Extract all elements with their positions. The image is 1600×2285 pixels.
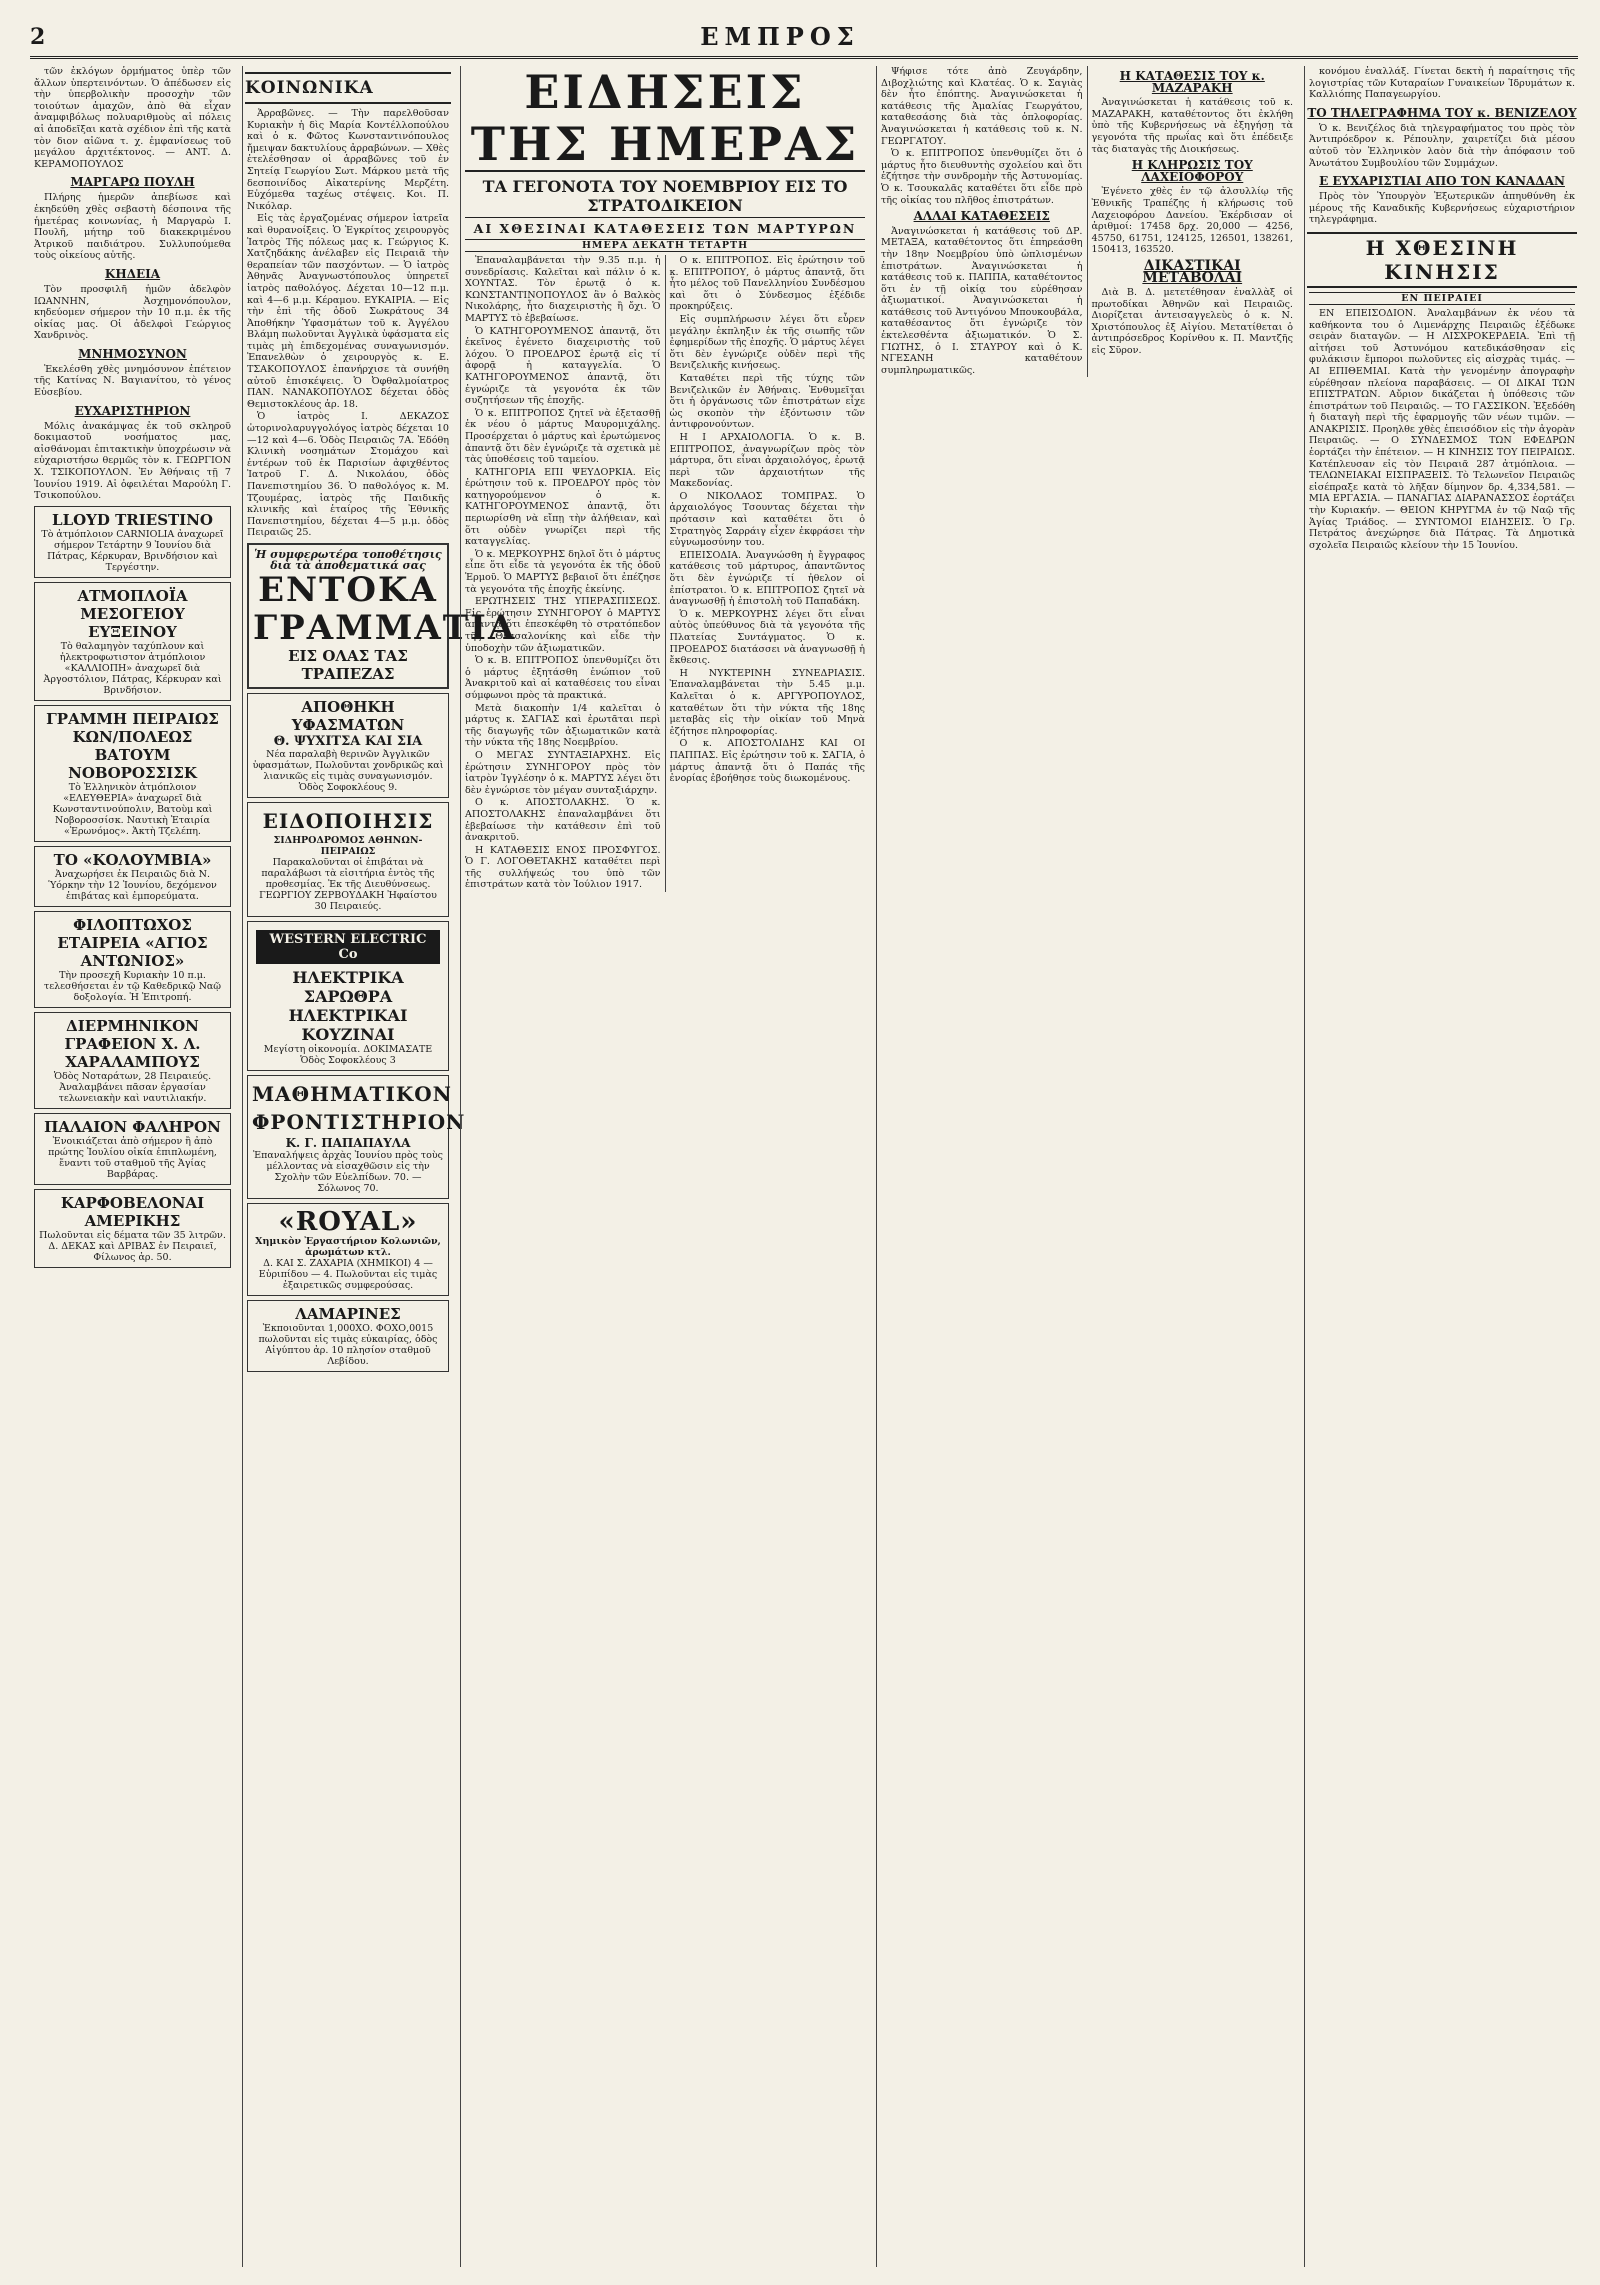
ad-title: ΛΑΜΑΡΙΝΕΣ [295,1304,401,1323]
entoka-title: ΕΝΤΟΚΑ ΓΡΑΜΜΑΤΙΑ [253,569,517,648]
lottery-text: Ἐγένετο χθὲς ἐν τῷ ἀλσυλλίῳ τῆς Ἐθνικῆς Τραπέζης ἡ κλήρωσις τοῦ Λαχειοφόρου Δανείου. Ἐκέρδισαν οἱ ἀριθμοί: 17458 δρχ. 20,000 — 4256, 45750, 61751, 124125, 126501, 138261, 150413, 163520. [1091,186,1293,256]
social-text: Εἰς τὰς ἐργαζομένας σήμερον ἰατρεῖα καὶ θυρανοίξεις. Ὁ Ἐγκρίτος χειρουργὸς Ἰατρὸς Τῆς πόλεως μας κ. Γεώργιος Κ. Χατζηδάκης ἀνέλαβεν εἰς Πειραιᾶ τὴν θεραπείαν τῶν πασχόντων. — Ὁ ἰατρὸς Ἀθηνᾶς Ἀναγνωστόπουλος ὑπηρετεῖ ἰατρὸς παθολόγος. Δέχεται 10—12 π.μ. καὶ 4—6 μ.μ. Κέραμου. ΕΥΚΑΙΡΙΑ. — Εἰς τὴν ἐπὶ τῆς ὁδοῦ Σωκράτους 34 Ἀποθήκην Ὑφασμάτων τοῦ κ. Ἀγγέλου Βλάμη πωλοῦνται Ἀγγλικὰ ὑφάσματα εἰς τιμὰς μὴ ἐπιδεχομένας συναγωνισμόν. Ἐπανελθὼν ὁ χειρουργὸς κ. Ε. ΤΣΑΚΟΠΟΥΛΟΣ ἐπανήρχισε τὰ συνήθη αὐτοῦ ἐπισκέψεις. Ὁ Ὀφθαλμοίατρος ΠΑΝ. ΝΑΝΑΚΟΠΟΥΛΟΣ δέχεται ὁδὸς Θεμιστοκλέους ἀρ. 18. [247,213,449,410]
news-paragraph: Η ΚΑΤΑΘΕΣΙΣ ΕΝΟΣ ΠΡΟΣΦΥΓΟΣ. Ὁ Γ. ΛΟΓΟΘΕΤΑΚΗΣ καταθέτει περὶ τῆς συλλήψεώς του ὑπὸ τῶν ἐπιστράτων κατὰ τὸν Ἰούλιον 1917. [465,844,661,891]
ad-royal [247,1203,449,1296]
ad-grammi [34,705,231,842]
news-paragraph: Ἐπαναλαμβάνεται τὴν 9.35 π.μ. ἡ συνεδρίασις. Καλεῖται καὶ πάλιν ὁ κ. ΧΟΥΝΤΑΣ. Τὸν ἐρωτᾷ ὁ κ. ΚΩΝΣΤΑΝΤΙΝΟΠΟΥΛΟΣ ἂν ὁ Βαλκὸς Νικολάρης, ἦτο διαχειριστὴς ἢ ὄχι. Ὁ ΜΑΡΤΥΣ τὸ ἐβεβαίωσε. [465,255,661,324]
ad-title: LLOYD TRIESTINO [52,510,213,529]
article-continuation [30,66,235,170]
ad-text: Τὸ ἀτμόπλοιον CARNIOLIA ἀναχωρεῖ σήμερον Τετάρτην 9 Ἰουνίου διὰ Πάτρας, Κέρκυραν, Βρινδήσιον καὶ Τεργέστην. [41,528,224,573]
news-title: ΕΙΔΗΣΕΙΣ ΤΗΣ ΗΜΕΡΑΣ [465,66,865,172]
news-paragraph: Καταθέτει περὶ τῆς τύχης τῶν Βενιζελικῶν ἐν Ἀθήναις. Ἐνθυμεῖται ὅτι ἡ ὀργάνωσις τῶν ἐπιστράτων εἶχε ὡς σκοπὸν τὴν ἐξόντωσιν τῶν ἀντιφρονούντων. [669,372,865,431]
news-columns [461,255,869,892]
ad-lloyd [34,506,231,578]
news-paragraph: Ὁ κ. Β. ΕΠΙΤΡΟΠΟΣ ὑπενθυμίζει ὅτι ὁ μάρτυς ἐξητάσθη ἐνώπιον τοῦ Ἀνακριτοῦ καὶ αἱ καταθέσεις του εἶναι σύμφωνοι πρὸς τὰ πρακτικά. [465,655,661,701]
ad-text: Ἐνοικιάζεται ἀπὸ σήμερον ἢ ἀπὸ πρώτης Ἰουλίου οἰκία ἐπιπλωμένη, ἔναντι τοῦ σταθμοῦ τῆς Ἀγίας Βαρβάρας. [48,1135,217,1180]
news-paragraph: Ο κ. ΕΠΙΤΡΟΠΟΣ. Εἰς ἐρώτησιν τοῦ κ. ΕΠΙΤΡΟΠΟΥ, ὁ μάρτυς ἀπαντᾷ, ὅτι ἦτο μέλος τοῦ Πανελληνίου Συνδέσμου καὶ ὅτι ὁ Σύνδεσμος ἐξέδιδε προκηρύξεις. [669,255,865,313]
ad-text: Ὁδὸς Νοταράτων, 28 Πειραιεύς. Ἀναλαμβάνει πᾶσαν ἐργασίαν τελωνειακὴν καὶ ναυτιλιακήν. [53,1070,212,1104]
news-paragraph: Μετὰ διακοπὴν 1/4 καλεῖται ὁ μάρτυς κ. ΣΑΓΙΑΣ καὶ ἐρωτᾶται περὶ τῆς διαγωγῆς τῶν ἀξιωματικῶν κατὰ τὴν νύκτα τῆς 18ης Νοεμβρίου. [465,702,661,749]
section-title: ΚΗΔΕΙΑ [104,266,161,281]
section-title: Η ΚΑΤΑΘΕΣΙΣ ΤΟΥ κ. ΜΑΖΑΡΑΚΗ [1119,69,1265,95]
news-paragraph: Η ΝΥΚΤΕΡΙΝΗ ΣΥΝΕΔΡΙΑΣΙΣ. Ἐπαναλαμβάνεται τὴν 5.45 μ.μ. Καλεῖται ὁ κ. ΑΡΓΥΡΟΠΟΥΛΟΣ, καταθέτων ὅτι τὴν νύκτα τῆς 18ης μεταβὰς εἰς τὴν οἰκίαν τοῦ Μηνὰ ἐζήτησε πληροφορίας. [669,667,865,737]
short-text: Ὁ κ. Βενιζέλος διὰ τηλεγραφήματος του πρὸς τὸν Ἀντιπρόεδρον κ. Ρέπουλην, χαιρετίζει διὰ μέσου αὐτοῦ τὸν Ἑλληνικὸν λαὸν διὰ τὴν ἀπόφασιν τοῦ Ἀνωτάτου Συμβουλίου τῶν Συμμάχων. [1309,122,1575,169]
social-text: Ἀρραβῶνες. — Τὴν παρελθοῦσαν Κυριακὴν ἡ δὶς Μαρία Κοντέλλοπούλου καὶ ὁ κ. Φῶτος Κωνσταντινόπουλος ἤμειψαν δακτυλίους ἀρραβώνων. — Χθὲς ἐτελέσθησαν οἱ ἀρραβῶνες τοῦ ἐν Σητείᾳ Γεωργίου Σωτ. Μάρκου μετὰ τῆς δεσποινίδος Αἰκατερίνης Μερζέτη. Εὐχόμεθα ταχέως στέψεις. Κοι. Π. Νικόλαρ. [247,108,449,212]
ad-text: Τὸ θαλαμηγὸν ταχύπλουν καὶ ἠλεκτροφωτιστον ἀτμόπλοιον «ΚΑΛΛΙΟΠΗ» ἀναχωρεῖ διὰ Ἀργοστόλιον, Πάτρας, Κέρκυραν καὶ Βρινδήσιον. [43,640,222,696]
news-right [665,255,870,892]
ad-western [247,921,449,1071]
ad-title: ΑΤΜΟΠΛΟΪΑ ΜΕΣΟΓΕΙΟΥ ΕΥΞΕΙΝΟΥ [77,586,188,641]
ad-text: Πωλοῦνται εἰς δέματα τῶν 35 λιτρῶν. Δ. ΔΕΚΑΣ καὶ ΔΡΙΒΑΣ ἐν Πειραιεῖ, Φίλωνος ἀρ. 50. [39,1229,226,1263]
ad-text: Τὸ Ἑλληνικὸν ἀτμόπλοιον «ΕΛΕΥΘΕΡΙΑ» ἀναχωρεῖ διὰ Κωνσταντινούπολιν, Βατοὺμ καὶ Νοβοροσσίσκ. Ναυτικὴ Ἑταιρία «Ἐρωνόμος». Ἀκτὴ Τζελέπη. [52,781,213,837]
article-text: τῶν ἐκλόγων ὁρμήματος ὑπὲρ τῶν ἄλλων ὑπερτεινόντων. Ὁ ἀπέδωσεν εἰς τὴν ὑπερβολικὴν προσοχὴν τῶν τοιούτων ἀμαχῶν, ἀπὸ θὰ εἶχαν ἀναμφιβόλως πολυαριθμοὺς αἱ πόλεις αἱ ἀποδεῖξαι κατὰ σχέδιον ἐπὶ τῆς κατὰ τὸν διον αἰῶνα τ. χ. ἐμφανίσεως τοῦ μεγάλου ἀρχιτέκτονος. — ΑΝΤ. Δ. ΚΕΡΑΜΟΠΟΥΛΟΣ [34,66,231,170]
testimony-columns [877,66,1297,377]
ad-title: ΕΙΔΟΠΟΙΗΣΙΣ [262,808,434,833]
column-1 [30,66,235,2267]
section-title: ΜΝΗΜΟΣΥΝΟΝ [78,346,187,361]
ad-text: Παρακαλοῦνται οἱ ἐπιβάται νὰ παραλάβωσι τὰ εἰσιτήρια ἐντὸς τῆς προθεσμίας. Ἐκ τῆς Διευθύνσεως. ΓΕΩΡΓΙΟΥ ΖΕΡΒΟΥΔΑΚΗ Ἠφαίστου 30 Πειραιεύς. [259,856,437,912]
news-paragraph: Ο ΜΕΓΑΣ ΣΥΝΤΑΞΙΑΡΧΗΣ. Εἰς ἐρώτησιν ΣΥΝΗΓΟΡΟΥ πρὸς τὸν ἰατρὸν Ἰγγλέσην ὁ κ. ΜΑΡΤΥΣ λέγει ὅτι δὲν ἐγνώρισε τὸν μέγαν συνταξιάρχην. [465,749,661,796]
ad-frontistirion [247,1075,466,1199]
section-text: Τὸν προσφιλῆ ἡμῶν ἀδελφὸν ΙΩΑΝΝΗΝ, Ἀσχημονόπουλον, κηδεύομεν σήμερον τὴν 10 π.μ. ἐκ τῆς οἰκίας μας. Οἱ ἀδελφοὶ Γεώργιος Χανδρινὸς. [34,283,231,342]
short-text: ΕΝ ΕΠΕΙΣΟΔΙΟΝ. Ἀναλαμβάνων ἐκ νέου τὰ καθήκοντα του ὁ Λιμενάρχης Πειραιῶς ἐξέδωκε σειρὰν διαταγῶν. — Η ΛΙΣΧΡΟΚΕΡΔΕΙΑ. Ἐπὶ τῇ αἰτήσει τοῦ Ἀστυνόμου κατεδικάσθησαν εἰς φυλάκισιν ἔμποροι πωλοῦντες εἰς αἰσχρὰς τιμάς. — ΑΙ ΕΠΙΘΕΜΙΑΙ. Κατὰ τὴν γενομένην ἀπογραφὴν εὑρέθησαν πλείονα παραβάσεις. — ΟΙ ΔΙΚΑΙ ΤΩΝ ΕΠΙΣΤΡΑΤΩΝ. Αὔριον δικάζεται ἡ ὑπόθεσις τῶν ἐπιστράτων τοῦ Πειραιῶς. — ΤΟ ΓΑΣΣΙΚΟΝ. Ἐξεδόθη ἡ διαταγὴ περὶ τῆς ἐφαρμογῆς τῶν νέων τιμῶν. — ΑΝΑΚΡΙΣΙΣ. Προηλθε χθὲς ἐπεισόδιον εἰς τὴν ἀγορὰν Πειραιῶς. — Ο ΣΥΝΔΕΣΜΟΣ ΤΩΝ ΕΦΕΔΡΩΝ ἑορτάζει τὴν ἐπέτειον. — Η ΚΙΝΗΣΙΣ ΤΟΥ ΠΕΙΡΑΙΩΣ. Κατέπλευσαν εἰς τὸν Πειραιᾶ 287 ἀτμόπλοια. — ΤΕΛΩΝΕΙΑΚΑΙ ΕΙΣΠΡΑΞΕΙΣ. Τὸ Τελωνεῖον Πειραιῶς εἰσέπραξε κατὰ τὸ λῆξαν δίμηνον δρ. 4,334,581. — ΜΙΑ ΕΡΓΑΣΙΑ. — ΠΑΝΑΓΙΑΣ ΔΙΑΡΑΝΑΣΣΟΣ ἑορτάζει τὴν Κυριακήν. — ΘΕΙΟΝ ΚΗΡΥΓΜΑ ἐν τῷ Ναῷ τῆς Ἁγίας Τριάδος. — ΣΥΝΤΟΜΟΙ ΕΙΔΗΣΕΙΣ. Ὁ Γρ. Πετράτος ἀνεχώρησε διὰ Πάτρας. Τὰ Δημοτικὰ σχολεῖα Πειραιῶς κλείουν τὴν 15 Ἰουνίου. [1309,307,1575,551]
ad-text: Ἀναχωρήσει ἐκ Πειραιῶς διὰ Ν. Ὑόρκην τὴν 12 Ἰουνίου, δεχόμενον ἐπιβάτας καὶ ἐμπορεύματα. [48,868,217,902]
ad-eidopoiisis [247,802,449,917]
ad-title: ΦΙΛΟΠΤΩΧΟΣ ΕΤΑΙΡΕΙΑ «ΑΓΙΟΣ ΑΝΤΩΝΙΟΣ» [57,915,208,970]
ad-grafeion [34,1012,231,1109]
ad-title: WESTERN ELECTRIC Co [256,930,440,964]
news-paragraph: ΕΡΩΤΗΣΕΙΣ ΤΗΣ ΥΠΕΡΑΣΠΙΣΕΩΣ. Εἰς ἐρώτησιν ΣΥΝΗΓΟΡΟΥ ὁ ΜΑΡΤΥΣ ἀπαντᾷ ὅτι ἐπεσκέφθη τὸ στρατόπεδον τῆς Θεσσαλονίκης καὶ εἶδε τὴν ὑποδοχὴν τῶν ἀξιωματικῶν. [465,596,661,654]
social-text: Ὁ ἰατρὸς Ι. ΔΕΚΑΖΟΣ ὠτορινολαρυγγολόγος ἰατρὸς δέχεται 10—12 καὶ 4—6. Ὁδὸς Πειραιῶς 7Α. Ἐδόθη Κλινικὴ νοσημάτων Στομάχου καὶ ἐντέρων τοῦ ἐκ Παρισίων ἀφιχθέντος Ἰατροῦ Γ. Δ. Νικολάου, ὁδὸς Πανεπιστημίου 36. Ὁ παθολόγος κ. Μ. Τζουμέρας, ἱατρὸς τῆς Παιδικῆς κλινικῆς καὶ ἑταίρος τῆς Ἐθνικῆς Πανεπιστημίου, δέχεται 4—5 μ.μ. ὁδὸς Πειραιῶς 25. [247,411,449,539]
testimony-text: Ψήφισε τότε ἀπὸ Ζευγάρδην, Διβοχλιώτης καὶ Κλατέας. Ὁ κ. Σαγιὰς δὲν ἦτο ἐπόπτης. Ἀναγινώσκεται ἡ κατάθεσις τῆς Ἀμαλίας Γεωργάτου, καταθεσάσης διὰ τὰς ὁπλοφορίας. Ἀναγινώσκεται ἡ κατάθεσις τοῦ κ. Ν. ΓΕΩΡΓΑΤΟΥ. [881,66,1083,147]
testimony-right [1087,66,1298,377]
ad-sub: Θ. ΨΥΧΙΤΣΑ ΚΑΙ ΣΙΑ [273,733,423,749]
ad-sub: Χημικὸν Ἐργαστήριον Κολωνιῶν, ἀρωμάτων κτλ. [255,1235,441,1258]
ad-sub: Κ. Γ. ΠΑΠΑΠΑΥΛΑ [285,1135,411,1150]
ad-kolumbia [34,846,231,907]
ad-atmoploia [34,582,231,701]
section-text: Ἐκελέσθη χθὲς μνημόσυνον ἐπέτειον τῆς Κατίνας Ν. Βαγιανίτου, τὸ γένος Εὐσεβίου. [34,363,231,399]
news-paragraph: Ὁ ΚΑΤΗΓΟΡΟΥΜΕΝΟΣ ἀπαντᾷ, ὅτι ἐκεῖνος ἐγένετο διαχειριστὴς τοῦ λόχου. Ὁ ΠΡΟΕΔΡΟΣ ἐρωτᾷ εἰς τί ἀφορᾷ ἡ καταγγελία. Ὁ ΚΑΤΗΓΟΡΟΥΜΕΝΟΣ ἀπαντᾷ, ὅτι ἐγνώριζε τὰ γεγονότα ἐκ τῶν συζητήσεων τῆς ἐποχῆς. [465,325,661,407]
ad-text: Ἐπαναλήψεις ἀρχὰς Ἰουνίου πρὸς τοὺς μέλλοντας νὰ εἰσαχθῶσιν εἰς τὴν Σχολὴν τῶν Εὐελπίδων. 70. — Σόλωνος 70. [252,1149,444,1194]
testimony-left [877,66,1087,377]
news-paragraph: Ὁ κ. ΜΕΡΚΟΥΡΗΣ δηλοῖ ὅτι ὁ μάρτυς εἶπε ὅτι εἶδε τὰ γεγονότα ἐκ τῆς ὁδοῦ Ἑρμοῦ. Ὁ ΜΑΡΤΥΣ βεβαιοῖ ὅτι ἐπέζησε τὰ γεγονότα τῆς ἐποχῆς ἐκείνης. [465,548,661,595]
ad-text: Δ. ΚΑΙ Σ. ΖΑΧΑΡΙΑ (ΧΗΜΙΚΟΙ) 4 — Εὐριπίδου — 4. Πωλοῦνται εἰς τιμὰς ἐξαιρετικῶς συμφερούσας. [258,1257,438,1291]
masthead [30,22,1578,59]
ad-text: Νέα παραλαβὴ θερινῶν Ἀγγλικῶν ὑφασμάτων, Πωλοῦνται χονδρικῶς καὶ λιανικῶς εἰς τιμὰς συναγωνισμόν. Ὁδὸς Σοφοκλέους 9. [252,748,444,793]
ad-title: ΜΑΘΗΜΑΤΙΚΟΝ ΦΡΟΝΤΙΣΤΗΡΙΟΝ [252,1081,466,1134]
testimony-text: Ἀναγινώσκεται ἡ κατάθεσις τοῦ ΔΡ. ΜΕΤΑΞΑ, καταθέτοντος ὅτι ἐπηρεάσθη τὴν 18ην Νοεμβρίου ὑπὸ ὡπλισμένων ἐπιστράτων. Ἀναγινώσκεται ἡ κατάθεσις τοῦ κ. ΠΑΠΠΑ, καταθέτοντος ὅτι ἐν τῇ οἰκίᾳ του εὑρέθησαν ἀξιωματικοί. Ἀναγινώσκεται ἡ κατάθεσις τοῦ Ἀντιγόνου Μπουκουβάλα, καταθέσαντος ὅτι ἐγνώριζε τὸν ἐκτελεσθέντα ἀξιωματικόν. Ὁ Σ. ΓΙΩΤΗΣ, ὁ Ι. ΣΤΑΥΡΟΥ καὶ ὁ Κ. ΝΓΕΣΑΝΗ καταθέτουν συμπληρωματικῶς. [881,225,1083,376]
section-kicker: ΕΝ ΠΕΙΡΑΙΕΙ [1309,292,1575,305]
section-text: Πλήρης ἡμερῶν ἀπεβίωσε καὶ ἐκηδεύθη χθὲς σεβαστὴ δέσποινα τῆς ἡμετέρας κοινωνίας, ἡ Μαργαρὼ Ι. Πουλῆ, μήτηρ τοῦ διακεκριμένου Ἀτρικοῦ παιδιάτρου. Συλλυπούμεθα τοὺς οἰκείους αὐτῆς. [34,192,231,262]
ad-sub: ΗΛΕΚΤΡΙΚΑ ΣΑΡΩΘΡΑ ΗΛΕΚΤΡΙΚΑΙ ΚΟΥΖΙΝΑΙ [288,967,408,1044]
news-kicker: ΗΜΕΡΑ ΔΕΚΑΤΗ ΤΕΤΑΡΤΗ [465,239,865,252]
section-header-movement: Η ΧΘΕΣΙΝΗ ΚΙΝΗΣΙΣ [1307,232,1577,288]
column-2 [242,66,517,2267]
column-4 [876,66,1297,2267]
ad-text: Τὴν προσεχῆ Κυριακὴν 10 π.μ. τελεσθήσεται ἐν τῷ Καθεδρικῷ Ναῷ δοξολογία. Ἡ Ἐπιτροπή. [43,969,222,1003]
short-text: Πρὸς τὸν Ὑπουργὸν Ἐξωτερικῶν ἀπηυθύνθη ἐκ μέρους τῆς Καναδικῆς Κυβερνήσεως εὐχαριστήριον τηλεγράφημα. [1309,191,1575,226]
news-paragraph: Ὁ κ. ΜΕΡΚΟΥΡΗΣ λέγει ὅτι εἶναι αὐτὸς ὑπεύθυνος διὰ τὰ γεγονότα τῆς Πλατείας Συντάγματος. Ὁ κ. ΠΡΟΕΔΡΟΣ διατάσσει νὰ ἀναγνωσθῇ ἡ ἔκθεσις. [669,608,865,667]
news-paragraph: Η Ι ΑΡΧΑΙΟΛΟΓΙΑ. Ὁ κ. Β. ΕΠΙΤΡΟΠΟΣ, ἀναγνωρίζων πρὸς τὸν μάρτυρα, ὅτι εἶναι ἀρχαιολόγος, ἐρωτᾷ περὶ τῶν ἀρχαιοτήτων τῆς Μακεδονίας. [669,431,865,490]
ad-title: ΤΟ «ΚΟΛΟΥΜΒΙΑ» [53,850,212,869]
testimony-text: Ὁ κ. ΕΠΙΤΡΟΠΟΣ ὑπενθυμίζει ὅτι ὁ μάρτυς ἦτο διευθυντὴς σχολείου καὶ ὅτι ἐζήτησε τὴν συνδρομὴν τῆς Ἀστυνομίας. Ὁ κ. Τσουκαλᾶς καταθέτει ὅτι εἶδε πρὸ τῆς οἰκίας του πλῆθος ἐπιστράτων. [881,148,1083,206]
ad-title: ΓΡΑΜΜΗ ΠΕΙΡΑΙΩΣ ΚΩΝ/ΠΟΛΕΩΣ ΒΑΤΟΥΜ ΝΟΒΟΡΟΣΣΙΣΚ [46,709,219,782]
ad-title: ΑΠΟΘΗΚΗ ΥΦΑΣΜΑΤΩΝ [291,697,405,734]
news-paragraph: Ὁ κ. ΕΠΙΤΡΟΠΟΣ ζητεῖ νὰ ἐξετασθῇ ἐκ νέου ὁ μάρτυς Μαυρομιχάλης. Προσέρχεται ὁ μάρτυς καὶ ἐρωτώμενος ἀπαντᾷ ὅτι δὲν ἐγνώριζε τὰ σχετικὰ μὲ τὰς ὑποθέσεις τοῦ ταμείου. [465,407,661,466]
ad-text: Ἐκποιοῦνται 1,000ΧΟ. ΦΟΧΟ,0015 πωλοῦνται εἰς τιμὰς εὐκαιρίας, ὁδὸς Αἰγύπτου ἀρ. 10 πλησίον σταθμοῦ Λεβίδου. [258,1322,438,1367]
ad-title: ΠΑΛΑΙΟΝ ΦΑΛΗΡΟΝ [44,1117,221,1136]
news-paragraph: ΕΠΕΙΣΟΔΙΑ. Ἀναγνώσθη ἡ ἔγγραφος κατάθεσις τοῦ μάρτυρος, ἀπαντῶντος ὅτι δὲν ἐγνώριζε τί ἠθελον οἱ ἐπίστρατοι. Ὁ κ. ΕΠΙΤΡΟΠΟΣ ζητεῖ νὰ ἀναγνωσθῇ ἡ ἐπιστολὴ τοῦ Παπαδάκη. [669,549,865,608]
news-paragraph: Ο ΝΙΚΟΛΑΟΣ ΤΟΜΠΡΑΣ. Ὁ ἀρχαιολόγος Τσουντας δέχεται τὴν πρότασιν καὶ καταθέτει ὅτι ὁ Στρατηγὸς Σαρράιγ εἶχεν ἐκφράσει τὴν εὐγνωμοσύνην του. [669,490,865,549]
ad-ufasmata [247,693,449,798]
newspaper-page [30,22,1578,2267]
section-title: ΤΟ ΤΗΛΕΓΡΑΦΗΜΑ ΤΟΥ κ. ΒΕΝΙΖΕΛΟΥ [1307,105,1577,120]
entoka-sub: ΕΙΣ ΟΛΑΣ ΤΑΣ ΤΡΑΠΕΖΑΣ [288,646,408,683]
page-number: 2 [30,24,46,50]
news-paragraph: Ο κ. ΑΠΟΣΤΟΛΙΔΗΣ ΚΑΙ ΟΙ ΠΑΠΠΑΣ. Εἰς ἐρώτησιν τοῦ κ. ΣΑΓΙΑ, ὁ μάρτυς ἀπαντᾷ ὅτι ὁ Παπάς τῆς ἐνορίας ἐβοήθησε τοὺς διωκομένους. [669,738,865,785]
news-paragraph: ΚΑΤΗΓΟΡΙΑ ΕΠΙ ΨΕΥΔΟΡΚΙΑ. Εἰς ἐρώτησιν τοῦ κ. ΠΡΟΕΔΡΟΥ πρὸς τὸν κατηγορούμενον ὁ κ. ΚΑΤΗΓΟΡΟΥΜΕΝΟΣ ἀπαντᾷ, ὅτι περιωρίσθη νὰ εἴπῃ τὴν ἀλήθειαν, καὶ ὅτι οὐδὲν γνωρίζει περὶ τῆς καταγγελίας. [465,466,661,548]
short-text: κονόμου ἐναλλάξ. Γίνεται δεκτὴ ἡ παραίτησις τῆς λογιστρίας τῶν Κυταραίων Γυναικείων Ἱδρυμάτων κ. Καλλιόπης Παπαγεωργίου. [1309,66,1575,101]
news-paragraph: Εἰς συμπλήρωσιν λέγει ὅτι εὗρεν μεγάλην ἐκπληξιν ἐκ τῆς σιωπῆς τῶν ἐφημερίδων τῆς ἐποχῆς. Ὁ μάρτυς λέγει ὅτι δὲν ἐγνώριζε οὐδὲν περὶ τῆς Βενιζελικῆς κινήσεως. [669,313,865,372]
news-left [461,255,665,892]
section-title: ΜΑΡΓΑΡΩ ΠΟΥΛΗ [70,175,195,190]
ad-sub: ΣΙΔΗΡΟΔΡΟΜΟΣ ΑΘΗΝΩΝ-ΠΕΙΡΑΙΩΣ [273,834,423,857]
column-3 [460,66,869,2267]
paper-name: ΕΜΠΡΟΣ [700,22,860,51]
changes-text: Διὰ Β. Δ. μετετέθησαν ἐναλλὰξ οἱ πρωτοδίκαι Ἀθηνῶν καὶ Πειραιῶς. Διορίζεται ἀντεισαγγελεὺς ὁ κ. Ν. Χριστόπουλος ἐξ Αἰγίου. Μετατίθεται ὁ ἀντιπρόσεδρος Κορίνθου κ. Π. Μαντζῆς εἰς Σῦρον. [1091,287,1293,357]
entoka-notice: Ἡ συμφερωτέρα τοποθέτησις διὰ τὰ ἀποθεματικά σας [254,547,442,572]
ad-faliron [34,1113,231,1185]
ad-karfovelones [34,1189,231,1268]
section-title: Η ΚΛΗΡΩΣΙΣ ΤΟΥ ΛΑΧΕΙΟΦΟΡΟΥ [1131,158,1253,184]
news-subbanner: ΑΙ ΧΘΕΣΙΝΑΙ ΚΑΤΑΘΕΣΕΙΣ ΤΩΝ ΜΑΡΤΥΡΩΝ [473,221,857,236]
ad-lamarines [247,1300,449,1372]
column-5 [1304,66,1579,2267]
news-paragraph: Ο κ. ΑΠΟΣΤΟΛΑΚΗΣ. Ὁ κ. ΑΠΟΣΤΟΛΑΚΗΣ ἐπαναλαμβάνει ὅτι ἐβεβαίωσε τὴν κατάθεσιν ἐπὶ τοῦ ἀνακριτοῦ. [465,797,661,844]
entoka-ad [247,543,517,689]
ad-title: ΔΙΕΡΜΗΝΙΚΟΝ ΓΡΑΦΕΙΟΝ Χ. Λ. ΧΑΡΑΛΑΜΠΟΥΣ [64,1016,201,1071]
ad-title: ΚΑΡΦΟΒΕΛΟΝΑΙ ΑΜΕΡΙΚΗΣ [60,1193,205,1230]
testimony-text: Ἀναγινώσκεται ἡ κατάθεσις τοῦ κ. ΜΑΖΑΡΑΚΗ, καταθέτοντος ὅτι ἐκλήθη ὑπὸ τῆς Κυβερνήσεως νὰ ἐξηγήσῃ τὰ γεγονότα τῆς πρωΐας καὶ ὅτι ἐπέδειξε τὰς διαταγὰς τῆς Διοικήσεως. [1091,97,1293,155]
news-banner: ΤΑ ΓΕΓΟΝΟΤΑ ΤΟΥ ΝΟΕΜΒΡΙΟΥ ΕΙΣ ΤΟ ΣΤΡΑΤΟΔΙΚΕΙΟΝ [465,175,865,218]
section-title: ΔΙΚΑΣΤΙΚΑΙ ΜΕΤΑΒΟΛΑΙ [1142,257,1243,286]
section-header-social: ΚΟΙΝΩΝΙΚΑ [245,72,451,104]
ad-filoptochos [34,911,231,1008]
section-title: ΑΛΛΑΙ ΚΑΤΑΘΕΣΕΙΣ [913,209,1050,224]
section-title: Ε ΕΥΧΑΡΙΣΤΙΑΙ ΑΠΟ ΤΟΝ ΚΑΝΑΔΑΝ [1319,174,1565,189]
ad-title: «ROYAL» [278,1206,418,1237]
section-title: ΕΥΧΑΡΙΣΤΗΡΙΟΝ [74,403,191,418]
ad-text: Μεγίστη οἰκονομία. ΔΟΚΙΜΑΣΑΤΕ Ὁδὸς Σοφοκλέους 3 [263,1043,433,1066]
section-text: Μόλις ἀνακάμψας ἐκ τοῦ σκληροῦ δοκιμαστοῦ νοσήματος μας, αἰσθάνομαι ἐπιτακτικὴν ὑποχρέωσιν νὰ εὐχαριστήσω θερμῶς τὸν κ. ΓΕΩΡΓΙΟΝ Χ. ΤΣΙΚΟΠΟΥΛΟΝ. Ἐν Ἀθήναις τῇ 7 Ἰουνίου 1919. Αἱ ὀφειλέται Μαρούλη Γ. Τσικοπούλου. [34,420,231,502]
